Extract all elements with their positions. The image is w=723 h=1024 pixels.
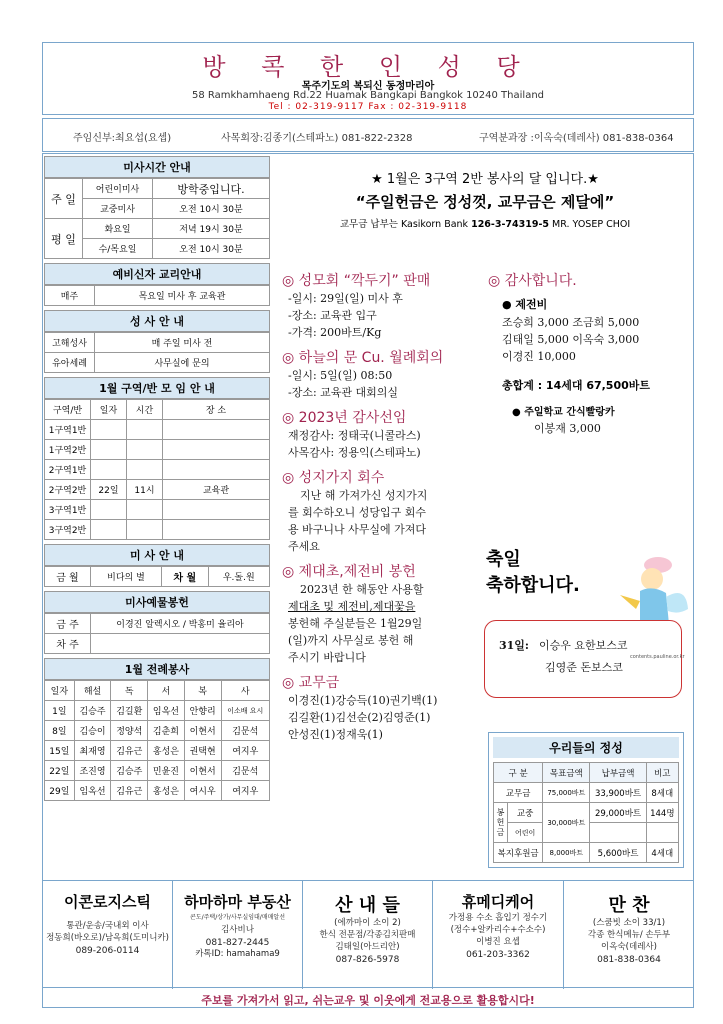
catechumen-title: 예비신자 교리안내	[44, 263, 270, 285]
meeting-title: 1월 구역/반 모 임 안 내	[44, 377, 270, 399]
sacrament-title: 성 사 안 내	[44, 310, 270, 332]
table-row: 교무금 75,000바트 33,900바트 8세대	[494, 783, 679, 803]
catechumen-table: 매주 목요일 미사 후 교육관	[44, 285, 270, 306]
meeting-table: 구역/반 일자 시간 장 소 1구역1반 1구역2반 2구역1반 2구역2반 22일 11시 교육관 3구역1반 3구역2반	[44, 399, 270, 540]
table-row: 1일 김승주 김길환 임옥선 안향리 이소배 요시	[45, 701, 270, 721]
ad-restaurant: 산 내 들 (에까마이 소이 2) 한식 전문점/각종김치판매 김태일(아드리안) 087-826-5978	[303, 881, 433, 989]
priest: 주임신부:최요섭(요셉)	[73, 133, 172, 144]
table-row: 봉헌금 교중 30,000바트 29,000바트 144명	[494, 803, 679, 823]
church-address: 58 Ramkhamhaeng Rd.22 Huamak Bangkapi Bangkok 10240 Thailand	[191, 90, 545, 101]
ad-humedicare: 휴메디케어 가정용 수소 흡입기 정수기 (정수+알카리수+수소수) 이병진 요셉 061-203-3362	[433, 881, 564, 989]
mass-info-title: 미 사 안 내	[44, 544, 270, 566]
sacrament-table: 고해성사 매 주일 미사 전 유아세례 사무실에 문의	[44, 332, 270, 373]
credit: contents.pauline.or.kr	[630, 654, 685, 660]
table-row: 3구역1반	[45, 500, 270, 520]
table-row: 29일 임옥선 김유근 홍성은 여시우 여지우	[45, 781, 270, 801]
feast-title: 축일 축하합니다.	[486, 549, 580, 596]
table-row: 22일 조진영 김승주 민윤진 이현서 김문석	[45, 761, 270, 781]
table-row: 1구역1반	[45, 420, 270, 440]
table-row: 어린이	[494, 823, 679, 843]
council-head: 사목회장:김종기(스테파노) 081-822-2328	[221, 133, 413, 144]
ad-real-estate: 하마하마 부동산 콘도/주택/상가/사무실임대/매매알선 김사비나 081-827-2445 카톡ID: hamahama9	[173, 881, 303, 989]
feast-box: 31일: 이승우 요한보스코 김영준 돈보스코	[484, 620, 682, 698]
mass-info-table: 금 월 비다의 별 차 월 우.돌.원	[44, 566, 270, 587]
mass-time-table: 주 일 어린이미사 방학중입니다. 교중미사 오전 10시 30분 평 일 화요일 저녁 19시 30분 수/목요일 오전 10시 30분	[44, 178, 270, 259]
table-row: 8일 김승이 정양석 김춘희 이현서 김문석	[45, 721, 270, 741]
offering-title: 미사예물봉헌	[44, 591, 270, 613]
left-column	[44, 156, 270, 801]
district-head: 구역분과장 :이옥숙(데레사) 081-838-0364	[479, 133, 674, 144]
offering-table: 금 주 이경진 알렉시오 / 박홍미 율리아 차 주	[44, 613, 270, 654]
mass-time-title: 미사시간 안내	[44, 156, 270, 178]
ad-manchan: 만 찬 (스쿰빗 소이 33/1) 각종 한식메뉴/ 손두부 이옥숙(데레사) 081-838-0364	[587, 895, 671, 965]
church-phone: Tel : 02-319-9117 Fax : 02-319-9118	[268, 102, 468, 112]
header-box	[42, 42, 694, 115]
finance-table: 구 분 목표금액 납부금액 비고 교무금 75,000바트 33,900바트 8세대 봉헌금 교중 30,000바트 29,000바트 144명 어린이 복지후원금 8,000바트 5,600바트 4세대	[493, 762, 679, 863]
liturgy-table: 일자 해설 독 서 복 사 1일 김승주 김길환 임옥선 안향리 이소배 요시 8일 김승이 정양석 김춘희 이현서 김문석 15일 최재영 김유근 홍성은 권택현 여지우 22일 조진영 김승주 민윤진 이현서 김문석 29일 임옥선 김유근 홍성은 여시우 여지우	[44, 680, 270, 801]
footer-note: 주보를 가져가서 읽고, 쉬는교우 및 이웃에게 전교용으로 활용합시다!	[201, 994, 535, 1007]
thanks-section: ◎ 감사합니다. ● 제전비 조승희 3,000 조금희 5,000 김태일 5,000 이옥숙 3,000 이경진 10,000 총합계 : 14세대 67,500바트 ● 주일학교 간식빨랑카 이봉재 3,000	[488, 273, 651, 435]
liturgy-title: 1월 전례봉사	[44, 658, 270, 680]
table-row: 복지후원금 8,000바트 5,600바트 4세대	[494, 843, 679, 863]
notice: ★ 1월은 3구역 2반 봉사의 달 입니다.★ “주일헌금은 정성껏, 교무금은 제달에” 교무금 납부는 Kasikorn Bank 126-3-74319-5 MR. YOSEP CHOI	[339, 172, 631, 230]
church-subtitle: 목주기도의 복되신 동정마리아	[301, 81, 435, 92]
table-row: 15일 최재영 김유근 홍성은 권택현 여지우	[45, 741, 270, 761]
church-title: 방 콕 한 인 성 당	[202, 53, 534, 81]
ad-icon-logistics: 이콘로지스틱 통관/운송/국내외 이사 정동희(바오로)/남옥희(도미니카) 089-206-0114	[43, 881, 173, 989]
table-row: 3구역2반	[45, 520, 270, 540]
table-row: 1구역2반	[45, 440, 270, 460]
middle-column: ◎ 성모회 “깍두기” 판매 -일시: 29일(일) 미사 후 -장소: 교육관 입구 -가격: 200바트/Kg ◎ 하늘의 문 Cu. 월례회의 -일시: 5일(일) 08:50 -장소: 교육관 대회의실 ◎ 2023년 감사선임 재정감사: 정태국(니콜라스) 사목감사: 정용익(스테파노) ◎ 성지가지 회수 지난 해 가져가신 성지가지 를 회수하오니 성당입구 회수 용 바구니나 사무실에 가져다 주세요 ◎ 제대초,제전비 봉헌 2023년 한 해동안 사용할 제대초 및 제전비,제대꽃을 봉헌해 주실분들은 1월29일 (일)까지 사무실로 봉헌 해 주시기 바랍니다 ◎ 교무금 이경진(1)강승득(10)권기백(1) 김길환(1)김선순(2)김영준(1) 안성진(1)정재욱(1)	[282, 273, 444, 741]
table-row: 2구역2반 22일 11시 교육관	[45, 480, 270, 500]
staff-bar	[42, 118, 694, 152]
ads-bar	[42, 880, 694, 988]
table-row: 2구역1반	[45, 460, 270, 480]
finance-box: 우리들의 정성 구 분 목표금액 납부금액 비고 교무금 75,000바트 33,900바트 8세대 봉헌금 교중 30,000바트 29,000바트 144명 어린이 복지후원금 8,000바트 5,600바트 4세대	[488, 732, 684, 868]
